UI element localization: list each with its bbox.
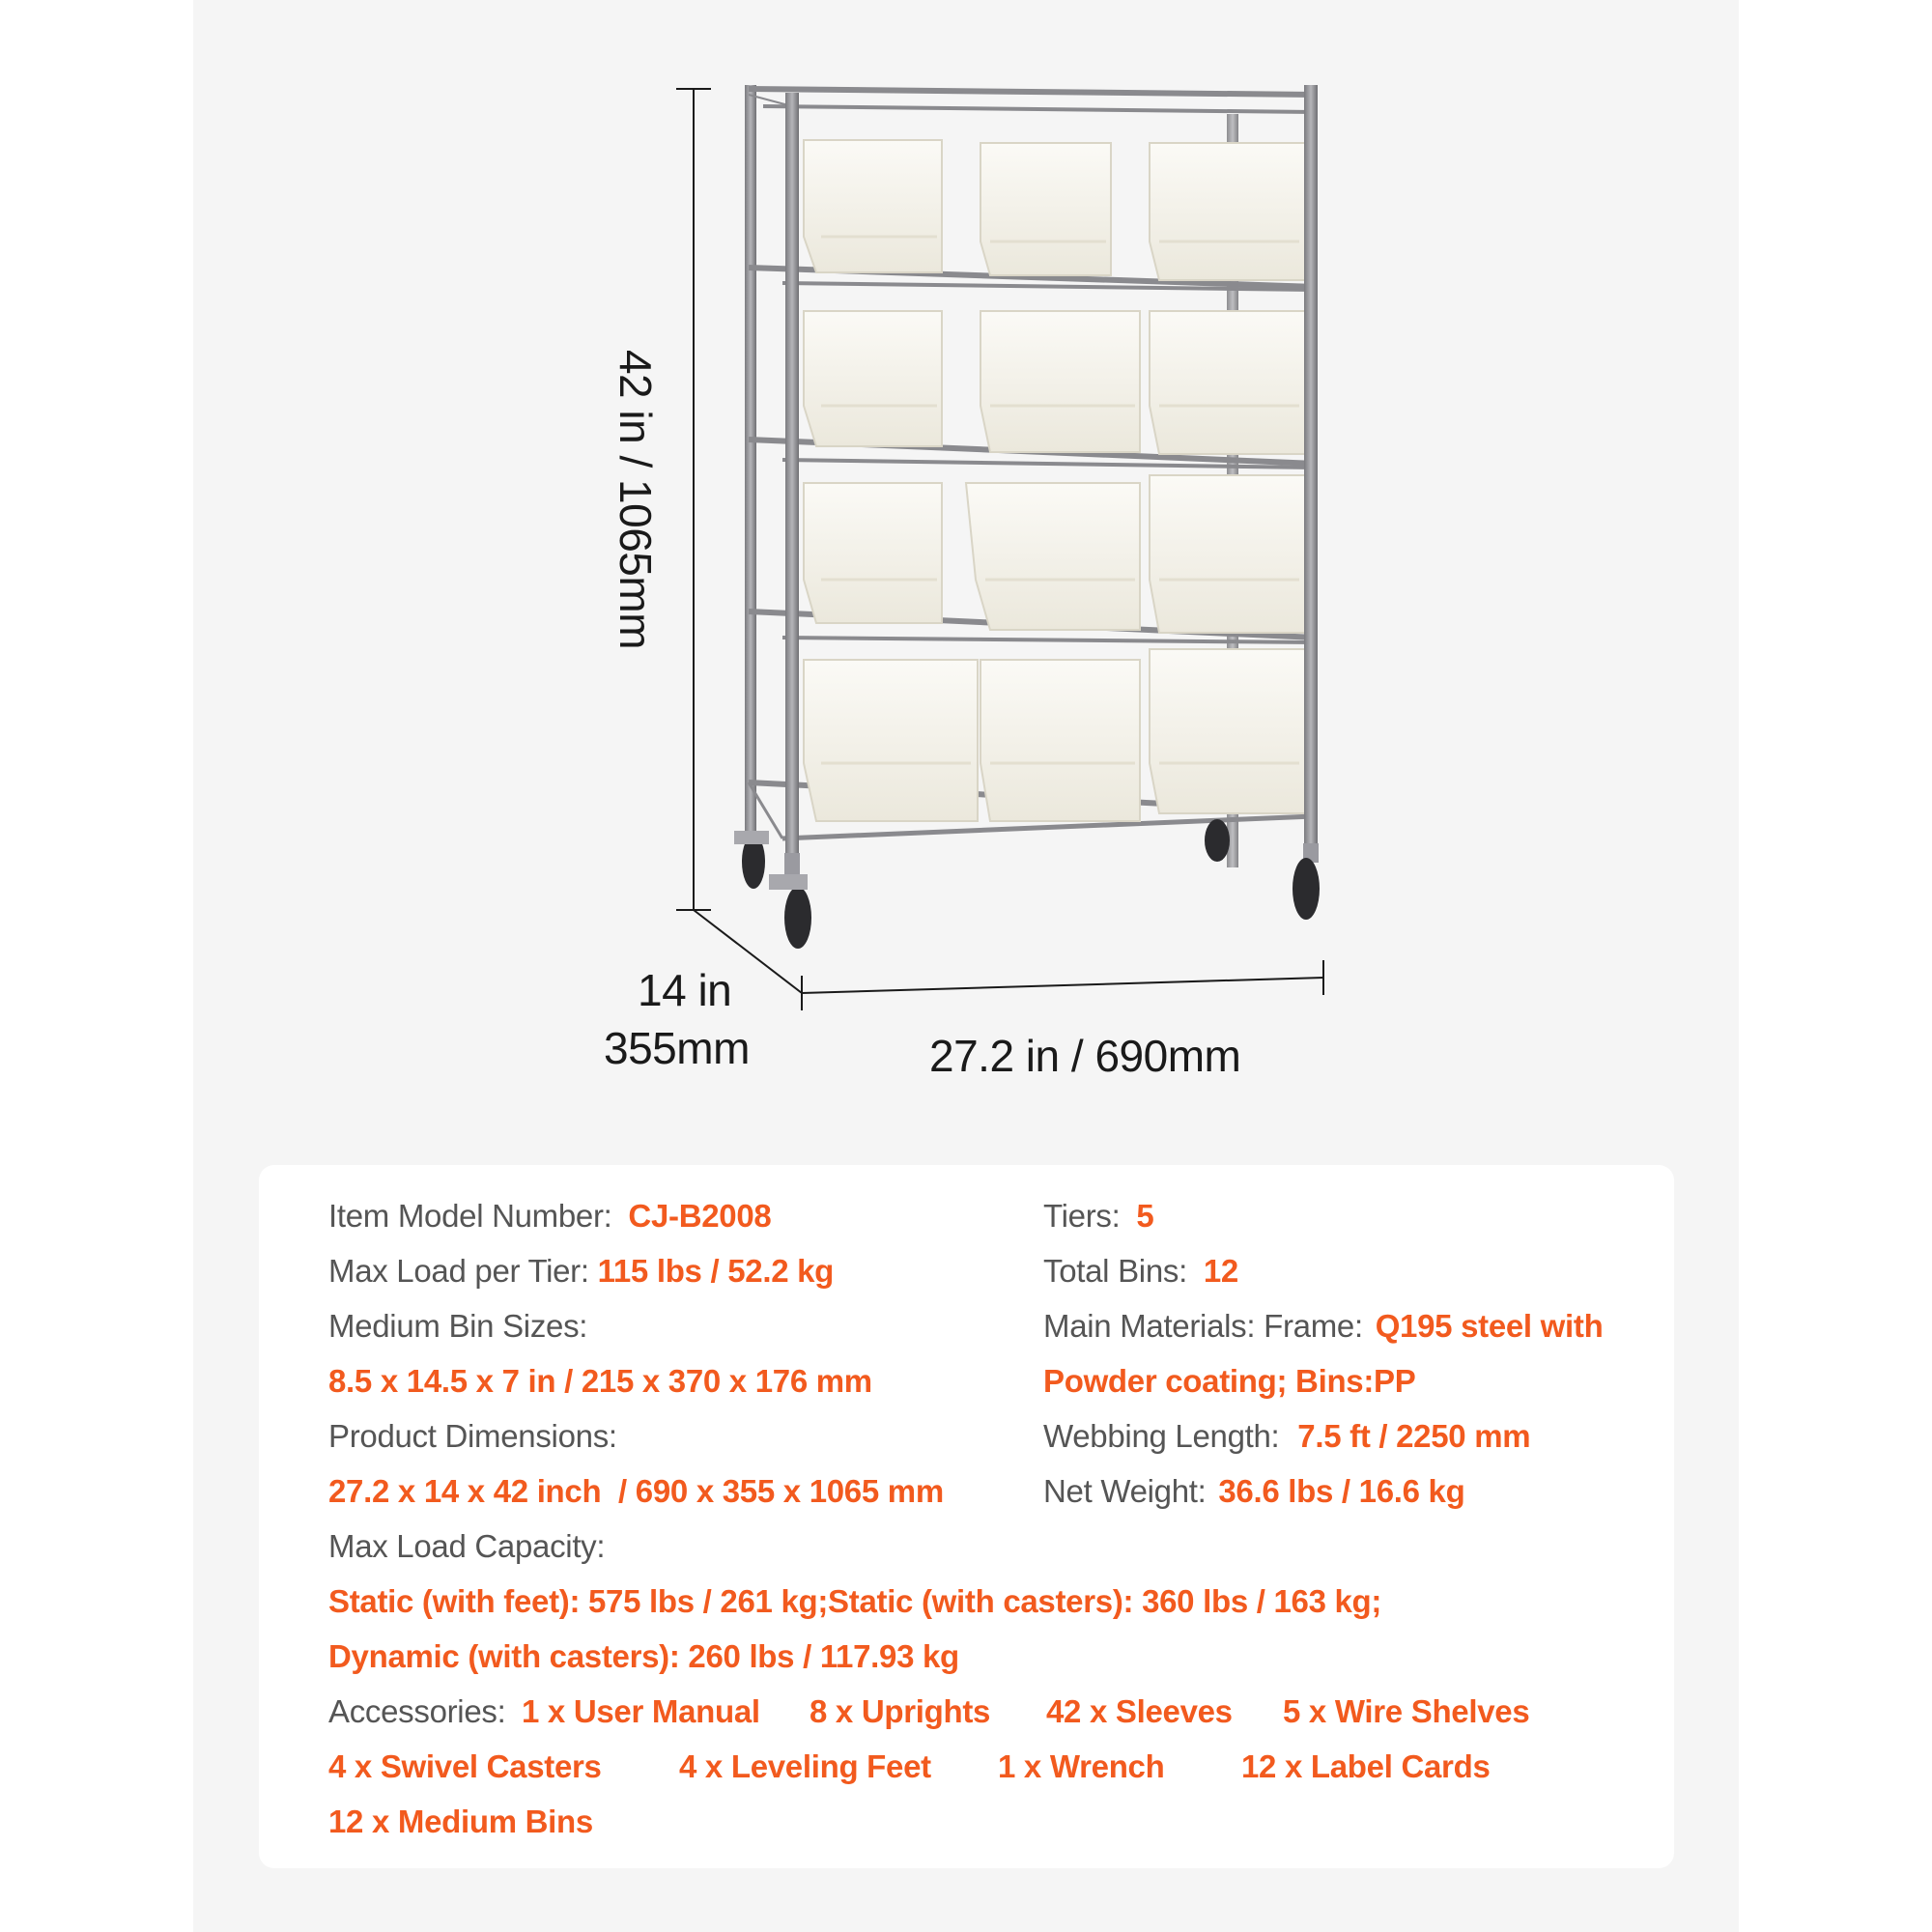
materials-label: Main Materials: Frame:	[1043, 1308, 1363, 1344]
materials-row-2	[1043, 1365, 1415, 1397]
shelf-1	[749, 89, 1316, 112]
accessory-item: 1 x User Manual	[522, 1693, 760, 1729]
materials-row	[1043, 1310, 1603, 1342]
tiers-label: Tiers:	[1043, 1198, 1121, 1234]
bin	[1150, 143, 1307, 280]
bin-row-3	[804, 475, 1307, 633]
bin-sizes-value: 8.5 x 14.5 x 7 in / 215 x 370 x 176 mm	[328, 1363, 872, 1399]
caster-back-left	[734, 831, 769, 889]
bin	[980, 143, 1111, 275]
max-load-tier-row	[328, 1255, 834, 1287]
accessory-item: 4 x Leveling Feet	[679, 1748, 931, 1784]
bin	[804, 140, 942, 272]
width-dimension-line	[802, 978, 1323, 993]
max-capacity-static-value: Static (with feet): 575 lbs / 261 kg;Static (with casters): 360 lbs / 163 kg;	[328, 1583, 1382, 1619]
bin-row-1	[804, 140, 1307, 280]
accessories-label-text: Accessories:	[328, 1693, 506, 1729]
height-dimension-label: 42 in / 1065mm	[611, 349, 661, 650]
bin-row-4	[804, 649, 1307, 821]
caster-front-right	[1293, 843, 1320, 920]
caster-front-left	[769, 853, 811, 949]
accessory-item: 1 x Wrench	[998, 1748, 1165, 1784]
bin	[804, 660, 978, 821]
bin	[980, 311, 1140, 452]
net-weight-value: 36.6 lbs / 16.6 kg	[1218, 1473, 1465, 1509]
model-number-value: CJ-B2008	[628, 1198, 772, 1234]
webbing-length-row	[1043, 1420, 1530, 1452]
accessory-item: 8 x Uprights	[810, 1693, 991, 1729]
bin	[804, 483, 942, 623]
accessory-item: 12 x Label Cards	[1241, 1748, 1491, 1784]
bin-sizes-label: Medium Bin Sizes:	[328, 1308, 588, 1344]
bin-sizes-value-row	[328, 1365, 872, 1397]
width-dimension-label: 27.2 in / 690mm	[929, 1031, 1241, 1081]
bin	[980, 660, 1140, 821]
model-number-row	[328, 1200, 771, 1232]
front-right-post	[1304, 85, 1318, 848]
product-dimensions-label-row	[328, 1420, 617, 1452]
bin	[966, 483, 1140, 630]
max-capacity-label: Max Load Capacity:	[328, 1528, 606, 1564]
product-dimensions-label: Product Dimensions:	[328, 1418, 617, 1454]
total-bins-label: Total Bins:	[1043, 1253, 1187, 1289]
materials-value-line-2: Powder coating; Bins:PP	[1043, 1363, 1416, 1399]
total-bins-value: 12	[1203, 1253, 1238, 1289]
bin-sizes-label-row	[328, 1310, 587, 1342]
depth-inch-label: 14 in	[638, 965, 732, 1015]
product-dimensions-value: 27.2 x 14 x 42 inch / 690 x 355 x 1065 mm	[328, 1473, 944, 1509]
bin	[1150, 649, 1307, 813]
total-bins-row	[1043, 1255, 1238, 1287]
depth-mm-label: 355mm	[604, 1023, 750, 1073]
net-weight-row	[1043, 1475, 1464, 1507]
tiers-row	[1043, 1200, 1153, 1232]
max-load-tier-value: 115 lbs / 52.2 kg	[597, 1253, 835, 1289]
accessories-label	[328, 1695, 505, 1727]
bin	[1150, 311, 1307, 454]
bin	[804, 311, 942, 446]
front-left-post	[785, 93, 799, 856]
product-dimensions-value-row	[328, 1475, 944, 1507]
accessory-item: 5 x Wire Shelves	[1283, 1693, 1530, 1729]
tiers-value: 5	[1136, 1198, 1154, 1234]
net-weight-label: Net Weight:	[1043, 1473, 1207, 1509]
storage-bins	[804, 140, 1307, 821]
bin-row-2	[804, 311, 1307, 454]
max-load-tier-label: Max Load per Tier:	[328, 1253, 589, 1289]
webbing-length-value: 7.5 ft / 2250 mm	[1297, 1418, 1531, 1454]
accessory-item: 12 x Medium Bins	[328, 1804, 593, 1839]
accessory-item: 42 x Sleeves	[1046, 1693, 1233, 1729]
max-capacity-label-row	[328, 1530, 605, 1562]
bin	[1150, 475, 1307, 633]
model-number-label: Item Model Number:	[328, 1198, 612, 1234]
max-capacity-dynamic-value: Dynamic (with casters): 260 lbs / 117.93 kg	[328, 1638, 959, 1674]
materials-value-line-1: Q195 steel with	[1375, 1308, 1604, 1344]
caster-back-right	[1205, 819, 1230, 862]
back-left-post	[745, 85, 756, 877]
max-capacity-value-row-2	[328, 1640, 959, 1672]
webbing-length-label: Webbing Length:	[1043, 1418, 1280, 1454]
accessory-item: 4 x Swivel Casters	[328, 1748, 602, 1784]
max-capacity-value-row-1	[328, 1585, 1381, 1617]
